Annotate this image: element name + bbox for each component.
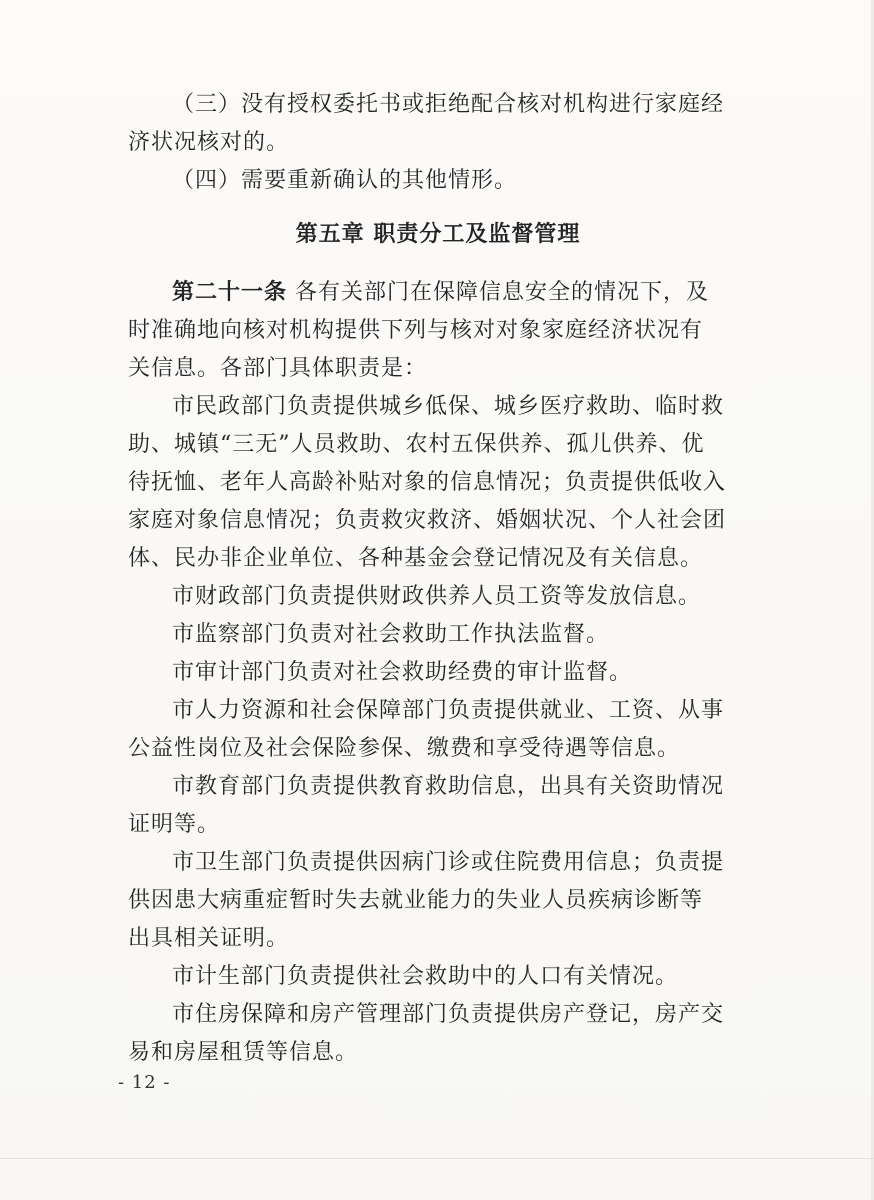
paragraph-line: 家庭对象信息情况；负责救灾救济、婚姻状况、个人社会团 xyxy=(128,508,727,533)
paragraph-line: 市监察部门负责对社会救助工作执法监督。 xyxy=(172,622,610,647)
page-number: - 12 - xyxy=(118,1072,171,1093)
chapter-title: 第五章 职责分工及监督管理 xyxy=(295,222,581,247)
page-fold-line xyxy=(0,1158,874,1159)
article-21-text: 各有关部门在保障信息安全的情况下，及 xyxy=(287,280,710,305)
item-4: （四）需要重新确认的其他情形。 xyxy=(172,168,518,193)
paragraph-line: 市人力资源和社会保障部门负责提供就业、工资、从事 xyxy=(172,698,725,723)
paragraph-line: 市计生部门负责提供社会救助中的人口有关情况。 xyxy=(172,964,679,989)
paragraph-line: 供因患大病重症暂时失去就业能力的失业人员疾病诊断等 xyxy=(128,888,704,913)
article-21-line-2: 时准确地向核对机构提供下列与核对对象家庭经济状况有 xyxy=(128,318,704,343)
paragraph-line: 公益性岗位及社会保险参保、缴费和享受待遇等信息。 xyxy=(128,736,681,761)
document-body xyxy=(128,86,748,1072)
article-21-line-1 xyxy=(128,274,748,312)
paragraph-line: 易和房屋租赁等信息。 xyxy=(128,1040,359,1065)
paragraph-line: 证明等。 xyxy=(128,812,221,837)
paragraph-line: 市卫生部门负责提供因病门诊或住院费用信息；负责提 xyxy=(172,850,725,875)
item-3-line-1: （三）没有授权委托书或拒绝配合核对机构进行家庭经 xyxy=(172,92,725,117)
paragraph-line: 待抚恤、老年人高龄补贴对象的信息情况；负责提供低收入 xyxy=(128,470,727,495)
paragraph-line: 市住房保障和房产管理部门负责提供房产登记，房产交 xyxy=(172,1002,725,1027)
paragraph-line: 市财政部门负责提供财政供养人员工资等发放信息。 xyxy=(172,584,702,609)
paragraph-line: 市教育部门负责提供教育救助信息，出具有关资助情况 xyxy=(172,774,725,799)
paragraph-line: 市审计部门负责对社会救助经费的审计监督。 xyxy=(172,660,633,685)
item-3-line-2: 济状况核对的。 xyxy=(128,130,290,155)
paragraph-line: 市民政部门负责提供城乡低保、城乡医疗救助、临时救 xyxy=(172,394,725,419)
paragraph-line: 出具相关证明。 xyxy=(128,926,290,951)
article-number: 第二十一条 xyxy=(172,280,288,305)
paragraph-line: 体、民办非企业单位、各种基金会登记情况及有关信息。 xyxy=(128,546,704,571)
article-21-line-3: 关信息。各部门具体职责是： xyxy=(128,356,428,381)
paragraph-line: 助、城镇“三无”人员救助、农村五保供养、孤儿供养、优 xyxy=(128,432,705,457)
